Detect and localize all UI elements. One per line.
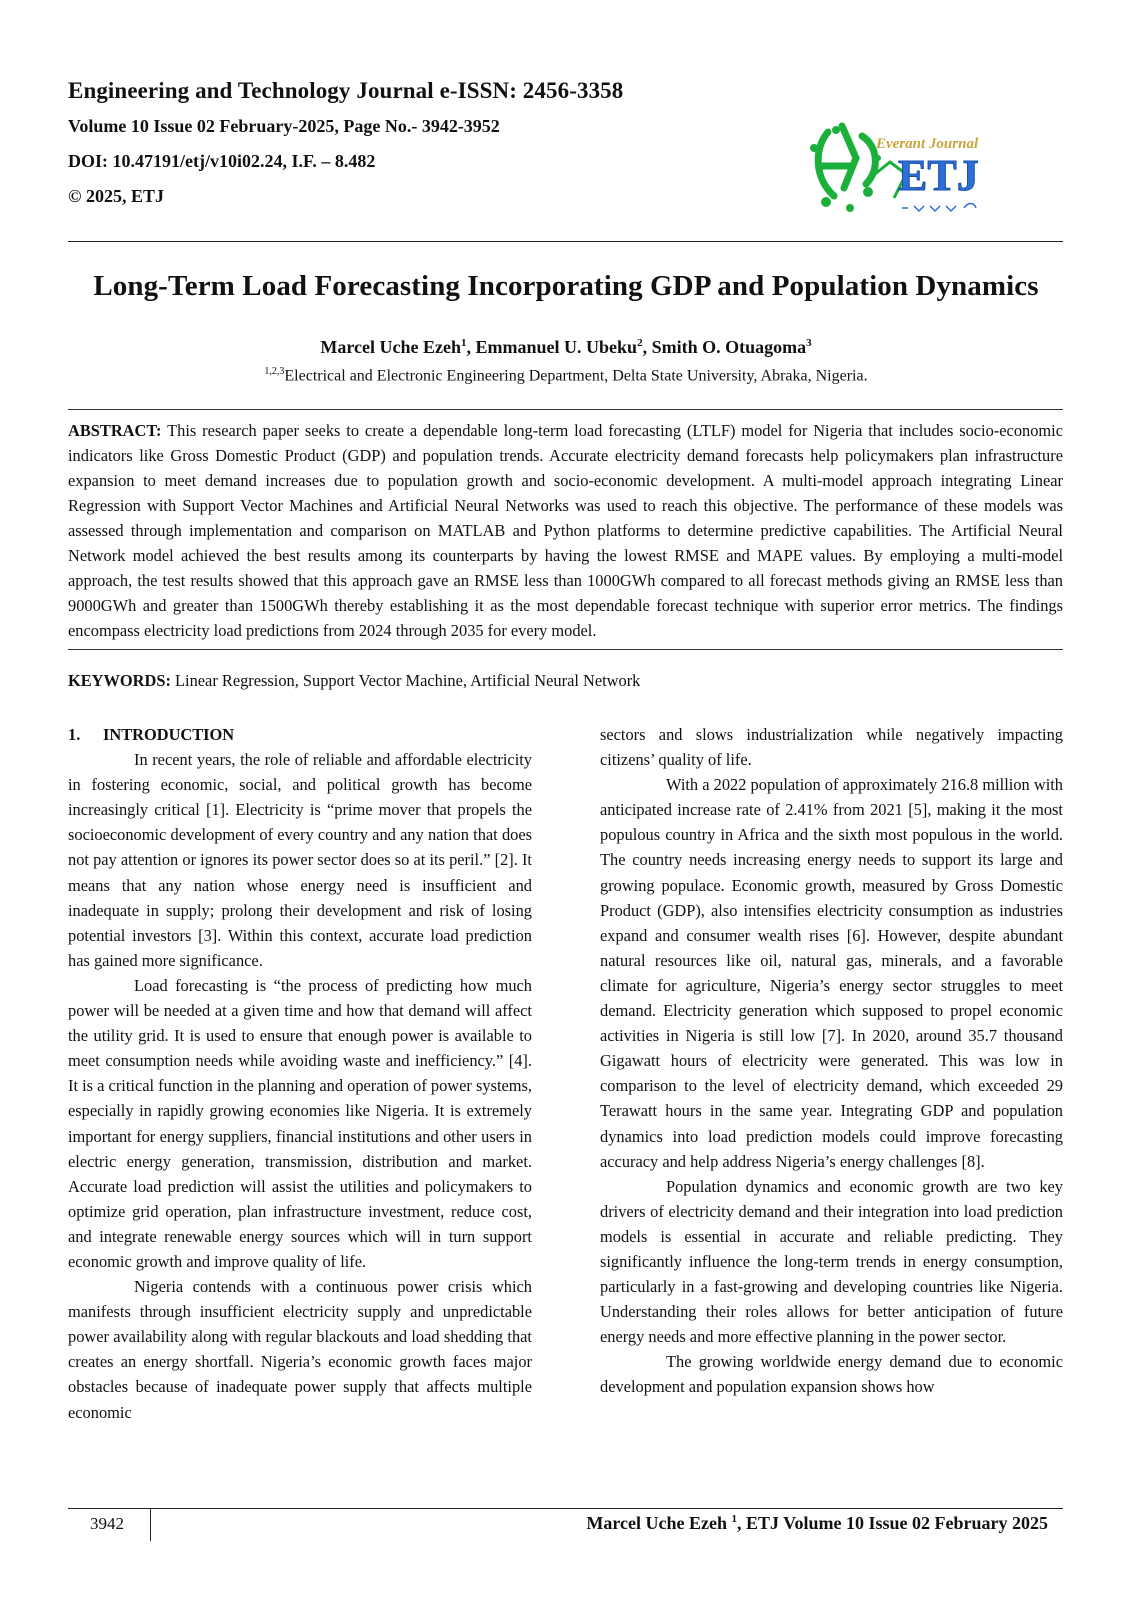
body-paragraph-continued: sectors and slows industrialization while negatively impacting citizens’ quality of life.	[600, 725, 1063, 770]
footer-author-mark: 1	[731, 1513, 737, 1525]
header-rule	[68, 241, 1063, 242]
page-number: 3942	[90, 1514, 124, 1533]
author-affiliation-mark: 2	[637, 337, 643, 349]
journal-meta	[68, 78, 768, 221]
footer-citation	[586, 1513, 1048, 1534]
journal-name: Engineering and Technology Journal e-ISSN: 2456-3358	[68, 78, 624, 103]
author-affiliation-mark: 3	[806, 337, 812, 349]
affiliation	[40, 366, 1092, 385]
keywords	[68, 671, 1063, 691]
body-paragraph: Load forecasting is “the process of predicting how much power will be needed at a given time and how that demand will affect the utility grid. It is used to ensure that enough power is available to meet consumption needs while avoiding waste and inefficiency.” [4]. It is a critical function in the planning and operation of power systems, especially in rapidly growing economies like Nigeria. It is extremely important for energy suppliers, financial institutions and other users in electric energy generation, transmission, distribution and market. Accurate load prediction will assist the utilities and policymakers to optimize grid operation, plan infrastructure investment, reduce cost, and integrate renewable energy sources which will in turn support economic growth and improve quality of life.	[68, 975, 532, 1271]
author-list	[40, 337, 1092, 358]
abstract-text: This research paper seeks to create a dependable long-term load forecasting (LTLF) model for Nigeria that includes socio-economic indicators like Gross Domestic Product (GDP) and population trends. Accurate electricity demand forecasts help policymakers plan infrastructure expansion to meet demand increases due to population growth and socio-economic development. A multi-model approach integrating Linear Regression with Support Vector Machines and Artificial Neural Networks was used to reach this objective. The performance of these models was assessed through implementation and comparison on MATLAB and Python platforms to determine predictive capabilities. The Artificial Neural Network model achieved the best results among its counterparts by having the lowest RMSE and MAPE values. By employing a multi-model approach, the test results showed that this approach gave an RMSE less than 1000GWh compared to all forecast methods giving an RMSE less than 9000GWh and greater than 1500GWh thereby establishing it as the most dependable forecast technique with superior error metrics. The findings encompass electricity load predictions from 2024 through 2035 for every model.	[68, 421, 1063, 640]
author-affiliation-mark: 1	[461, 337, 467, 349]
keywords-text: Linear Regression, Support Vector Machine, Artificial Neural Network	[175, 671, 641, 690]
logo-text: ETJ	[898, 151, 979, 200]
doi-line: DOI: 10.47191/etj/v10i02.24, I.F. – 8.482	[68, 151, 376, 171]
paper-title: Long-Term Load Forecasting Incorporating GDP and Population Dynamics	[93, 270, 1039, 302]
footer-citation-text: , ETJ Volume 10 Issue 02 February 2025	[736, 1513, 1048, 1533]
copyright-line: © 2025, ETJ	[68, 186, 164, 206]
section-title: INTRODUCTION	[103, 725, 235, 744]
abstract-label: ABSTRACT:	[68, 421, 162, 440]
keywords-label: KEYWORDS:	[68, 671, 171, 690]
right-column	[600, 722, 1063, 1400]
affiliation-text: Electrical and Electronic Engineering Department, Delta State University, Abraka, Nigeria.	[284, 367, 868, 385]
abstract-paragraph	[68, 418, 1063, 643]
author-separator: ,	[466, 337, 476, 357]
section-heading	[68, 722, 532, 747]
affiliation-mark: 1,2,3	[264, 366, 285, 377]
body-paragraph: Population dynamics and economic growth are two key drivers of electricity demand and their integration into load prediction models is essential in accurate and reliable predicting. They significantly influence the long-term trends in energy consumption, particularly in a fast-growing and developing countries like Nigeria. Understanding their roles allows for better anticipation of future energy needs and more effective planning in the power sector.	[600, 1176, 1063, 1347]
left-column	[68, 722, 532, 1425]
body-paragraph: Nigeria contends with a continuous power crisis which manifests through insufficient electricity supply and unpredictable power availability along with regular blackouts and load shedding that creates an energy shortfall. Nigeria’s economic growth faces major obstacles because of inadequate power supply that affects multiple economic	[68, 1277, 532, 1422]
body-paragraph: In recent years, the role of reliable and affordable electricity in fostering economic, social, and political growth has become increasingly critical [1]. Electricity is “prime mover that propels the socioeconomic development of every country and any nation that does not pay attention or ignores its power sector does so at its peril.” [2]. It means that any nation whose energy need is insufficient and inadequate in supply; prolong their development and risk of losing potential investors [3]. Within this context, accurate load prediction has gained more significance.	[68, 750, 532, 970]
volume-line: Volume 10 Issue 02 February-2025, Page No.- 3942-3952	[68, 116, 500, 136]
etj-logo	[806, 118, 1016, 222]
logo-tagline: Everant Journal	[876, 136, 979, 152]
footer-divider	[150, 1509, 151, 1541]
footer-author: Marcel Uche Ezeh	[586, 1513, 727, 1533]
section-number: 1.	[68, 725, 81, 744]
abstract	[68, 409, 1063, 650]
author-name: Smith O. Otuagoma	[651, 337, 807, 357]
body-paragraph: With a 2022 population of approximately 216.8 million with anticipated increase rate of 2.41% from 2021 [5], making it the most populous country in Africa and the sixth most populous in the world. The country needs increasing energy needs to support its large and growing populace. Economic growth, measured by Gross Domestic Product (GDP), also intensifies electricity consumption as industries expand and consumer wealth rises [6]. However, despite abundant natural resources like oil, natural gas, minerals, and a favorable climate for agriculture, Nigeria’s energy sector struggles to meet demand. Electricity generation which supposed to propel economic activities in Nigeria is still low [7]. In 2020, around 35.7 thousand Gigawatt hours of electricity were generated. This was low in comparison to the level of electricity demand, which exceeded 29 Terawatt hours in the same year. Integrating GDP and population dynamics into load prediction models could improve forecasting accuracy and help address Nigeria’s energy challenges [8].	[600, 775, 1063, 1171]
author-name: Emmanuel U. Ubeku	[475, 337, 638, 357]
footer-rule	[68, 1508, 1063, 1509]
body-paragraph: The growing worldwide energy demand due to economic development and population expansion shows how	[600, 1352, 1063, 1397]
author-name: Marcel Uche Ezeh	[320, 337, 462, 357]
author-separator: ,	[642, 337, 652, 357]
